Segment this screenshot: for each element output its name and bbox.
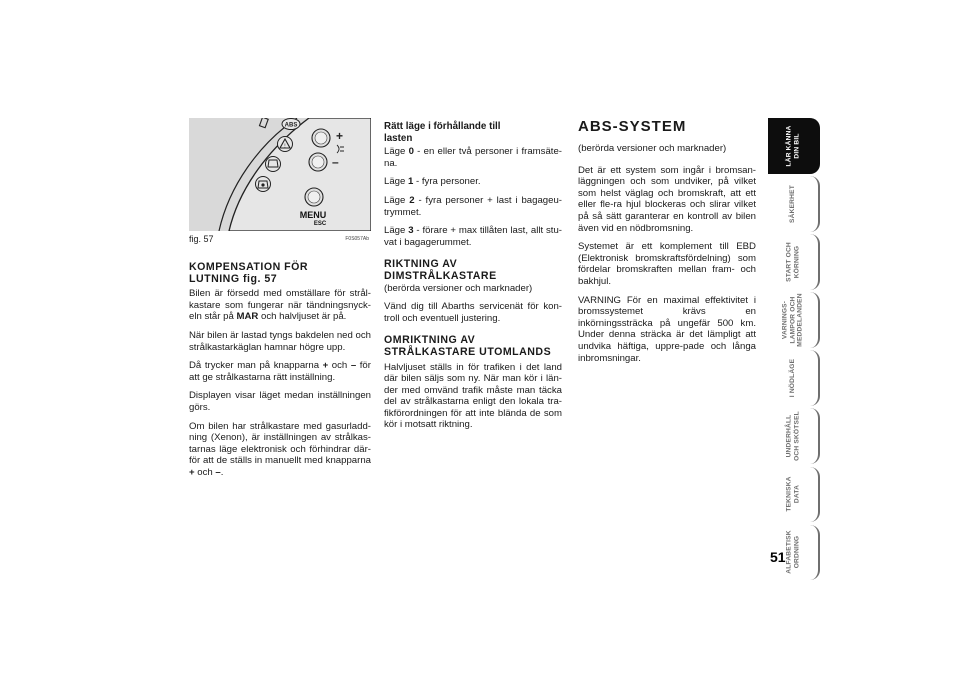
section-subtitle: (berörda versioner och marknader) [578,143,727,154]
paragraph: Bilen är försedd med omställare för strål-kastare som fungerar när tändningsnyck-eln står på MAR och halvljuset är på. [189,288,371,323]
figure-caption [189,232,371,246]
plus-label: + [336,129,344,143]
column-right [578,119,756,371]
headlight-minus-button[interactable] [309,153,339,171]
paragraph: VARNING För en maximal effektivitet i bromssystemet krävs en inkörningssträcka på ungefär 500 km. Under denna sträcka är det lämpligt att undvika häftiga, uppre-pade och långa inbromsningar. [578,294,756,364]
tab-sakerhet[interactable]: SÄKERHET [768,176,820,232]
chapter-tabs [768,118,820,583]
tab-alfabetisk-ordning[interactable]: ALFABETISK ORDNING [768,525,820,581]
tab-lar-kanna-din-bil[interactable]: LÄR KÄNNA DIN BIL [768,118,820,174]
paragraph: Då trycker man på knapparna + och – för att ge strålkastarna rätt inställning. [189,360,371,383]
list-item: Läge 0 - en eller två personer i framsäte-na. [384,146,562,169]
minus-label: – [332,155,339,169]
paragraph: Systemet är ett komplement till EBD (Elektronisk bromskraftsfördelning) som fördelar bromskraften mellan fram- och bakhjul. [578,241,756,287]
tab-tekniska-data[interactable]: TEKNISKA DATA [768,467,820,523]
door-open-icon [266,157,281,172]
paragraph: Om bilen har strålkastare med gasurladd-ning (Xenon), är inställningen av strålkas-tarnas läge elektronisk och förhindrar där-för att de ställs in manuellt med knapparna + och –. [189,420,371,478]
list-item: Läge 1 - fyra personer. [384,176,481,188]
tab-underhall[interactable]: UNDERHÅLL OCH SKÖTSEL [768,408,820,464]
abs-label: ABS [284,122,298,129]
paragraph: Vänd dig till Abarths servicenät för kon-troll och eventuell justering. [384,301,562,324]
dashboard-illustration [189,118,371,231]
page-number: 51 [770,549,786,565]
warning-triangle-icon [278,137,293,152]
section-subtitle: (berörda versioner och marknader) [384,282,533,294]
immobilizer-icon [256,177,271,192]
paragraph: Halvljuset ställs in för trafiken i det land där bilen säljs som ny. När man kör i län-der med omvänd trafik måste man täcka del av strålkastarna enligt den lokala tra-fikförordningen för att inte blända de som kör i motsatt riktning. [384,361,562,431]
paragraph: Det är ett system som ingår i bromsan-läggningen och som undviker, på vilket som helst väglag och bromskraft, att ett eller fle-ra hjul blockeras och slirar vilket på så sätt garanterar en kontroll av bilen även vid en nödbromsning. [578,164,756,234]
section-heading-fog-lights: RIKTNING AV DIMSTRÅLKASTARE [384,258,497,282]
dashboard-figure [189,118,371,231]
esc-label: ESC [313,221,327,227]
list-item: Läge 3 - förare + max tillåten last, allt stu-vat i bagagerummet. [384,225,562,248]
figure-code: F0S057Ab [345,236,369,242]
list-item: Läge 2 - fyra personer + last i bagageu-trymmet. [384,194,562,218]
figure-label: fig. 57 [189,234,214,244]
paragraph: Displayen visar läget medan inställningen görs. [189,390,371,413]
paragraph: När bilen är lastad tyngs bakdelen ned och strålkastarkäglan hamnar högre upp. [189,329,371,353]
column-left [189,262,371,486]
subheading-load: Rätt läge i förhållande till lasten [384,121,501,144]
section-heading-abroad: OMRIKTNING AV STRÅLKASTARE UTOMLANDS [384,334,552,358]
tab-varningslampor[interactable]: VARNINGS- LAMPOR OCH MEDDELANDEN [768,292,820,348]
menu-label: MENU [299,210,327,220]
abs-icon [282,119,300,130]
svg-text:!: ! [284,143,286,150]
tab-i-nodlage[interactable]: I NÖDLÄGE [768,350,820,406]
section-title-abs: ABS-SYSTEM [578,118,687,135]
column-middle [384,121,562,438]
tab-start-och-korning[interactable]: START OCH KÖRNING [768,234,820,290]
section-heading-compensation: KOMPENSATION FÖR LUTNING fig. 57 [189,261,309,285]
